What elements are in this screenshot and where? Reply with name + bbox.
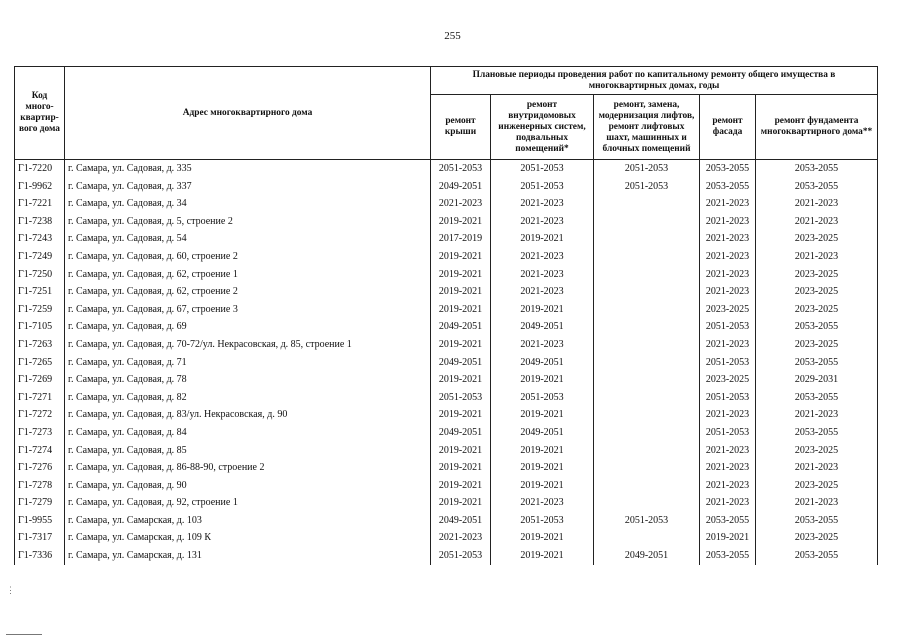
cell-code: Г1-7273 (15, 424, 65, 442)
table-row (15, 283, 878, 301)
cell-lifts (594, 283, 700, 301)
cell-systems: 2019-2021 (491, 529, 594, 547)
cell-facade: 2021-2023 (700, 494, 756, 512)
cell-foundation: 2053-2055 (756, 318, 878, 336)
cell-facade: 2023-2025 (700, 371, 756, 389)
cell-roof: 2019-2021 (431, 477, 491, 495)
cell-code: Г1-7263 (15, 336, 65, 354)
cell-facade: 2021-2023 (700, 442, 756, 460)
cell-systems: 2051-2053 (491, 178, 594, 196)
table-header (15, 67, 878, 160)
cell-code: Г1-7269 (15, 371, 65, 389)
cell-roof: 2049-2051 (431, 512, 491, 530)
cell-lifts (594, 213, 700, 231)
cell-facade: 2021-2023 (700, 213, 756, 231)
cell-foundation: 2023-2025 (756, 283, 878, 301)
table-row (15, 160, 878, 178)
cell-address: г. Самара, ул. Садовая, д. 82 (65, 389, 431, 407)
cell-lifts (594, 354, 700, 372)
cell-systems: 2021-2023 (491, 213, 594, 231)
cell-address: г. Самара, ул. Самарская, д. 131 (65, 547, 431, 565)
table-row (15, 371, 878, 389)
cell-foundation: 2023-2025 (756, 477, 878, 495)
cell-address: г. Самара, ул. Садовая, д. 337 (65, 178, 431, 196)
cell-code: Г1-7317 (15, 529, 65, 547)
cell-code: Г1-7279 (15, 494, 65, 512)
cell-foundation: 2021-2023 (756, 248, 878, 266)
cell-facade: 2053-2055 (700, 160, 756, 178)
cell-facade: 2053-2055 (700, 547, 756, 565)
table-row (15, 389, 878, 407)
cell-foundation: 2053-2055 (756, 547, 878, 565)
table-row (15, 529, 878, 547)
cell-foundation: 2053-2055 (756, 354, 878, 372)
table-row (15, 301, 878, 319)
page-number: 255 (444, 30, 461, 42)
cell-code: Г1-7249 (15, 248, 65, 266)
cell-code: Г1-9962 (15, 178, 65, 196)
cell-foundation: 2023-2025 (756, 442, 878, 460)
cell-foundation: 2023-2025 (756, 529, 878, 547)
table-row (15, 547, 878, 565)
cell-systems: 2019-2021 (491, 230, 594, 248)
cell-lifts (594, 459, 700, 477)
cell-foundation: 2021-2023 (756, 459, 878, 477)
header-address: Адрес многоквартирного дома (65, 67, 431, 160)
cell-roof: 2019-2021 (431, 283, 491, 301)
cell-code: Г1-7221 (15, 195, 65, 213)
cell-facade: 2053-2055 (700, 512, 756, 530)
cell-address: г. Самара, ул. Садовая, д. 70-72/ул. Некрасовская, д. 85, строение 1 (65, 336, 431, 354)
table-row (15, 336, 878, 354)
cell-code: Г1-7251 (15, 283, 65, 301)
cell-roof: 2049-2051 (431, 318, 491, 336)
cell-foundation: 2053-2055 (756, 424, 878, 442)
cell-facade: 2021-2023 (700, 195, 756, 213)
cell-code: Г1-9955 (15, 512, 65, 530)
cell-address: г. Самара, ул. Садовая, д. 60, строение 2 (65, 248, 431, 266)
cell-lifts (594, 318, 700, 336)
cell-lifts: 2051-2053 (594, 512, 700, 530)
cell-lifts (594, 301, 700, 319)
cell-lifts (594, 371, 700, 389)
cell-address: г. Самара, ул. Садовая, д. 85 (65, 442, 431, 460)
cell-roof: 2019-2021 (431, 213, 491, 231)
cell-roof: 2019-2021 (431, 494, 491, 512)
cell-roof: 2019-2021 (431, 301, 491, 319)
cell-foundation: 2023-2025 (756, 230, 878, 248)
cell-address: г. Самара, ул. Самарская, д. 103 (65, 512, 431, 530)
cell-foundation: 2021-2023 (756, 494, 878, 512)
cell-facade: 2051-2053 (700, 424, 756, 442)
cell-lifts (594, 494, 700, 512)
cell-address: г. Самара, ул. Садовая, д. 83/ул. Некрасовская, д. 90 (65, 406, 431, 424)
cell-foundation: 2053-2055 (756, 389, 878, 407)
cell-facade: 2021-2023 (700, 406, 756, 424)
cell-foundation: 2021-2023 (756, 406, 878, 424)
table-row (15, 512, 878, 530)
cell-systems: 2021-2023 (491, 336, 594, 354)
cell-code: Г1-7259 (15, 301, 65, 319)
cell-facade: 2051-2053 (700, 389, 756, 407)
table-body (15, 160, 878, 565)
cell-address: г. Самара, ул. Садовая, д. 335 (65, 160, 431, 178)
table-row (15, 213, 878, 231)
cell-systems: 2019-2021 (491, 301, 594, 319)
table-row (15, 494, 878, 512)
cell-systems: 2051-2053 (491, 512, 594, 530)
cell-facade: 2021-2023 (700, 283, 756, 301)
cell-lifts: 2051-2053 (594, 160, 700, 178)
cell-facade: 2021-2023 (700, 266, 756, 284)
cell-code: Г1-7238 (15, 213, 65, 231)
cell-roof: 2051-2053 (431, 547, 491, 565)
cell-facade: 2051-2053 (700, 318, 756, 336)
table-row (15, 477, 878, 495)
cell-lifts (594, 266, 700, 284)
footnote-divider (6, 634, 42, 635)
cell-lifts (594, 424, 700, 442)
cell-roof: 2021-2023 (431, 195, 491, 213)
cell-foundation: 2053-2055 (756, 178, 878, 196)
table-row (15, 178, 878, 196)
cell-lifts (594, 248, 700, 266)
cell-systems: 2049-2051 (491, 424, 594, 442)
cell-foundation: 2053-2055 (756, 512, 878, 530)
cell-systems: 2019-2021 (491, 442, 594, 460)
cell-code: Г1-7278 (15, 477, 65, 495)
table-row (15, 230, 878, 248)
cell-roof: 2019-2021 (431, 266, 491, 284)
header-roof: ремонт крыши (431, 95, 491, 160)
cell-code: Г1-7243 (15, 230, 65, 248)
cell-systems: 2049-2051 (491, 354, 594, 372)
cell-code: Г1-7220 (15, 160, 65, 178)
table-row (15, 424, 878, 442)
cell-code: Г1-7265 (15, 354, 65, 372)
cell-address: г. Самара, ул. Садовая, д. 78 (65, 371, 431, 389)
cell-roof: 2017-2019 (431, 230, 491, 248)
cell-lifts: 2049-2051 (594, 547, 700, 565)
header-systems: ремонт внутридомовых инженерных систем, подвальных помещений* (491, 95, 594, 160)
cell-roof: 2051-2053 (431, 160, 491, 178)
cell-facade: 2023-2025 (700, 301, 756, 319)
cell-facade: 2021-2023 (700, 477, 756, 495)
header-code: Код много-квартир-вого дома (15, 67, 65, 160)
cell-code: Г1-7250 (15, 266, 65, 284)
cell-roof: 2051-2053 (431, 389, 491, 407)
cell-address: г. Самара, ул. Садовая, д. 90 (65, 477, 431, 495)
cell-lifts (594, 389, 700, 407)
cell-systems: 2021-2023 (491, 248, 594, 266)
table-row (15, 442, 878, 460)
cell-foundation: 2021-2023 (756, 213, 878, 231)
cell-address: г. Самара, ул. Садовая, д. 34 (65, 195, 431, 213)
cell-address: г. Самара, ул. Садовая, д. 84 (65, 424, 431, 442)
cell-lifts (594, 195, 700, 213)
cell-code: Г1-7105 (15, 318, 65, 336)
cell-facade: 2021-2023 (700, 248, 756, 266)
cell-foundation: 2023-2025 (756, 336, 878, 354)
table-row (15, 248, 878, 266)
cell-lifts (594, 406, 700, 424)
cell-systems: 2049-2051 (491, 318, 594, 336)
table-row (15, 354, 878, 372)
cell-address: г. Самара, ул. Садовая, д. 5, строение 2 (65, 213, 431, 231)
cell-lifts (594, 477, 700, 495)
cell-roof: 2019-2021 (431, 406, 491, 424)
cell-facade: 2053-2055 (700, 178, 756, 196)
cell-systems: 2051-2053 (491, 389, 594, 407)
header-foundation: ремонт фундамента многоквартирного дома** (756, 95, 878, 160)
cell-code: Г1-7271 (15, 389, 65, 407)
cell-address: г. Самара, ул. Садовая, д. 62, строение 1 (65, 266, 431, 284)
cell-facade: 2019-2021 (700, 529, 756, 547)
cell-roof: 2021-2023 (431, 529, 491, 547)
cell-lifts (594, 336, 700, 354)
table-row (15, 459, 878, 477)
cell-roof: 2049-2051 (431, 424, 491, 442)
cell-roof: 2019-2021 (431, 248, 491, 266)
cell-address: г. Самара, ул. Садовая, д. 67, строение 3 (65, 301, 431, 319)
cell-foundation: 2023-2025 (756, 266, 878, 284)
header-periods: Плановые периоды проведения работ по капитальному ремонту общего имущества в многоквартирных домах, годы (431, 67, 878, 95)
margin-mark: ⋮ (6, 585, 15, 595)
cell-lifts (594, 529, 700, 547)
table-row (15, 318, 878, 336)
cell-foundation: 2021-2023 (756, 195, 878, 213)
cell-code: Г1-7276 (15, 459, 65, 477)
cell-address: г. Самара, ул. Садовая, д. 92, строение 1 (65, 494, 431, 512)
cell-lifts: 2051-2053 (594, 178, 700, 196)
cell-roof: 2049-2051 (431, 178, 491, 196)
cell-systems: 2021-2023 (491, 494, 594, 512)
cell-code: Г1-7336 (15, 547, 65, 565)
cell-systems: 2019-2021 (491, 547, 594, 565)
cell-systems: 2019-2021 (491, 371, 594, 389)
cell-facade: 2051-2053 (700, 354, 756, 372)
cell-systems: 2021-2023 (491, 195, 594, 213)
cell-roof: 2049-2051 (431, 354, 491, 372)
cell-address: г. Самара, ул. Садовая, д. 86-88-90, строение 2 (65, 459, 431, 477)
cell-roof: 2019-2021 (431, 459, 491, 477)
cell-foundation: 2023-2025 (756, 301, 878, 319)
cell-systems: 2021-2023 (491, 283, 594, 301)
cell-systems: 2021-2023 (491, 266, 594, 284)
cell-roof: 2019-2021 (431, 336, 491, 354)
cell-foundation: 2029-2031 (756, 371, 878, 389)
cell-facade: 2021-2023 (700, 336, 756, 354)
cell-address: г. Самара, ул. Садовая, д. 62, строение 2 (65, 283, 431, 301)
table-row (15, 266, 878, 284)
cell-systems: 2051-2053 (491, 160, 594, 178)
header-facade: ремонт фасада (700, 95, 756, 160)
cell-address: г. Самара, ул. Садовая, д. 54 (65, 230, 431, 248)
cell-code: Г1-7272 (15, 406, 65, 424)
capital-repair-schedule-table (14, 66, 878, 565)
header-lifts: ремонт, замена, модернизация лифтов, ремонт лифтовых шахт, машинных и блочных помещений (594, 95, 700, 160)
cell-roof: 2019-2021 (431, 371, 491, 389)
cell-address: г. Самара, ул. Садовая, д. 71 (65, 354, 431, 372)
table-row (15, 406, 878, 424)
cell-lifts (594, 230, 700, 248)
cell-roof: 2019-2021 (431, 442, 491, 460)
cell-systems: 2019-2021 (491, 406, 594, 424)
table-row (15, 195, 878, 213)
cell-address: г. Самара, ул. Самарская, д. 109 К (65, 529, 431, 547)
cell-lifts (594, 442, 700, 460)
cell-systems: 2019-2021 (491, 459, 594, 477)
cell-code: Г1-7274 (15, 442, 65, 460)
cell-facade: 2021-2023 (700, 459, 756, 477)
cell-address: г. Самара, ул. Садовая, д. 69 (65, 318, 431, 336)
cell-foundation: 2053-2055 (756, 160, 878, 178)
cell-systems: 2019-2021 (491, 477, 594, 495)
cell-facade: 2021-2023 (700, 230, 756, 248)
